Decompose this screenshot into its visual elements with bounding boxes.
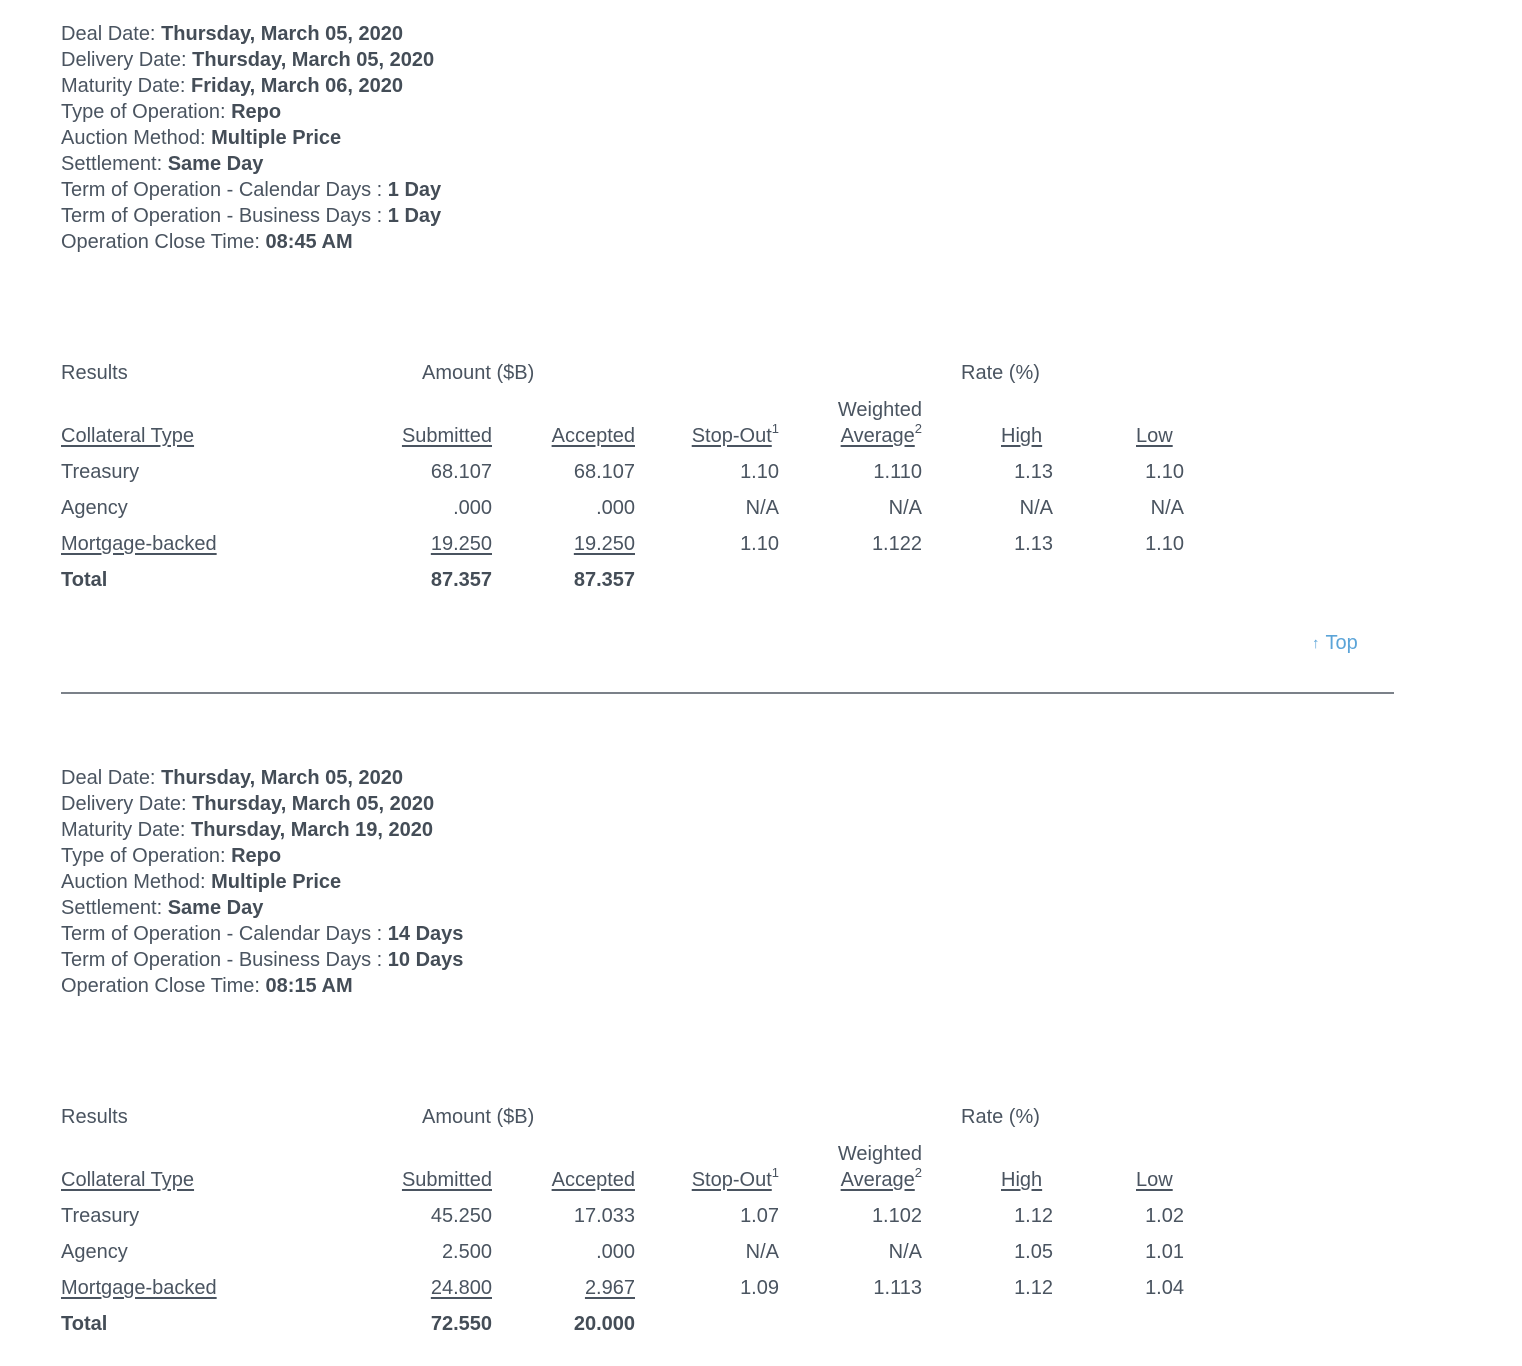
row-treasury-type: Treasury [61, 461, 140, 483]
collateral-type-link[interactable]: Collateral Type [61, 1169, 195, 1191]
detail-maturity-date: Maturity Date: Thursday, March 19, 2020 [61, 819, 434, 841]
row-treasury-weighted: 1.110 [873, 461, 922, 483]
row-treasury-high: 1.13 [1014, 461, 1053, 483]
row-treasury-type: Treasury [61, 1205, 140, 1227]
row-mortgage-accepted-link[interactable]: 2.967 [584, 1277, 635, 1299]
row-agency-submitted: 2.500 [441, 1241, 492, 1263]
submitted-header-link[interactable]: Submitted [401, 1169, 492, 1191]
rate-header: Rate (%) [961, 362, 1040, 384]
row-mortgage-low: 1.10 [1145, 533, 1184, 555]
results-title: Results [61, 362, 128, 384]
detail-term-business-days: Term of Operation - Business Days : 1 Day [61, 205, 442, 227]
row-agency-accepted: .000 [596, 1241, 635, 1263]
footnote-1-marker: 1 [771, 421, 779, 436]
detail-auction-method: Auction Method: Multiple Price [61, 871, 342, 893]
collateral-type-link[interactable]: Collateral Type [61, 425, 195, 447]
weighted-header-top: Weighted [837, 399, 922, 421]
footnote-2-marker: 2 [914, 1165, 922, 1180]
detail-close-time: Operation Close Time: 08:15 AM [61, 975, 353, 997]
row-agency-stopout: N/A [745, 497, 779, 519]
detail-operation-type: Type of Operation: Repo [61, 845, 282, 867]
row-mortgage-submitted-link[interactable]: 19.250 [430, 533, 492, 555]
back-to-top-link[interactable] [1312, 632, 1358, 655]
row-mortgage-stopout: 1.10 [740, 533, 779, 555]
rate-header: Rate (%) [961, 1106, 1040, 1128]
high-header-link[interactable]: High [1001, 425, 1043, 447]
row-treasury-stopout: 1.10 [740, 461, 779, 483]
row-mortgage-type-link[interactable]: Mortgage-backed [61, 1277, 217, 1299]
row-agency-submitted: .000 [453, 497, 492, 519]
weighted-average-header-link[interactable]: Average [840, 425, 915, 447]
operation-1-results [0, 361, 1522, 601]
row-agency-type: Agency [61, 497, 128, 519]
arrow-up-icon: ↑ [1312, 635, 1320, 652]
row-mortgage-accepted-link[interactable]: 19.250 [573, 533, 635, 555]
accepted-header-link[interactable]: Accepted [551, 1169, 635, 1191]
weighted-header-top: Weighted [837, 1143, 922, 1165]
row-mortgage-low: 1.04 [1145, 1277, 1184, 1299]
low-header-link[interactable]: Low [1136, 425, 1173, 447]
row-agency-high: 1.05 [1014, 1241, 1053, 1263]
row-treasury-submitted: 45.250 [430, 1205, 492, 1227]
footnote-2-marker: 2 [914, 421, 922, 436]
operation-2-results [0, 1105, 1522, 1345]
row-mortgage-high: 1.12 [1014, 1277, 1053, 1299]
row-treasury-high: 1.12 [1014, 1205, 1053, 1227]
detail-delivery-date: Delivery Date: Thursday, March 05, 2020 [61, 49, 435, 71]
submitted-header-link[interactable]: Submitted [401, 425, 492, 447]
stopout-header-link[interactable]: Stop-Out [691, 1169, 772, 1191]
row-agency-low: 1.01 [1145, 1241, 1184, 1263]
total-label: Total [61, 569, 108, 591]
row-mortgage-weighted: 1.122 [871, 533, 922, 555]
row-agency-weighted: N/A [888, 1241, 922, 1263]
stopout-header [691, 421, 779, 450]
row-mortgage-submitted-link[interactable]: 24.800 [430, 1277, 492, 1299]
detail-maturity-date: Maturity Date: Friday, March 06, 2020 [61, 75, 404, 97]
accepted-header-link[interactable]: Accepted [551, 425, 635, 447]
row-agency-accepted: .000 [596, 497, 635, 519]
detail-term-business-days: Term of Operation - Business Days : 10 Days [61, 949, 464, 971]
detail-settlement: Settlement: Same Day [61, 153, 264, 175]
operation-1-details [61, 21, 441, 255]
detail-operation-type: Type of Operation: Repo [61, 101, 282, 123]
row-mortgage-type-link[interactable]: Mortgage-backed [61, 533, 217, 555]
high-header-link[interactable]: High [1001, 1169, 1043, 1191]
row-agency-high: N/A [1019, 497, 1053, 519]
row-mortgage-stopout: 1.09 [740, 1277, 779, 1299]
stopout-header [691, 1165, 779, 1194]
row-treasury-low: 1.10 [1145, 461, 1184, 483]
amount-header: Amount ($B) [422, 1106, 535, 1128]
operation-2-details [61, 765, 463, 999]
weighted-average-header-link[interactable]: Average [840, 1169, 915, 1191]
total-submitted: 72.550 [430, 1313, 492, 1335]
results-title: Results [61, 1106, 128, 1128]
row-agency-weighted: N/A [888, 497, 922, 519]
row-treasury-low: 1.02 [1145, 1205, 1184, 1227]
total-accepted: 87.357 [573, 569, 635, 591]
amount-header: Amount ($B) [422, 362, 535, 384]
detail-auction-method: Auction Method: Multiple Price [61, 127, 342, 149]
detail-deal-date: Deal Date: Thursday, March 05, 2020 [61, 767, 404, 789]
section-divider [61, 692, 1394, 694]
footnote-1-marker: 1 [771, 1165, 779, 1180]
row-treasury-accepted: 68.107 [573, 461, 635, 483]
row-treasury-accepted: 17.033 [573, 1205, 635, 1227]
detail-close-time: Operation Close Time: 08:45 AM [61, 231, 353, 253]
low-header-link[interactable]: Low [1136, 1169, 1173, 1191]
total-accepted: 20.000 [573, 1313, 635, 1335]
stopout-header-link[interactable]: Stop-Out [691, 425, 772, 447]
row-agency-type: Agency [61, 1241, 128, 1263]
row-agency-low: N/A [1150, 497, 1184, 519]
detail-term-calendar-days: Term of Operation - Calendar Days : 1 Day [61, 179, 442, 201]
top-link-label: Top [1325, 632, 1358, 654]
row-treasury-submitted: 68.107 [430, 461, 492, 483]
detail-term-calendar-days: Term of Operation - Calendar Days : 14 Days [61, 923, 464, 945]
weighted-average-header [840, 1165, 922, 1194]
total-submitted: 87.357 [430, 569, 492, 591]
row-agency-stopout: N/A [745, 1241, 779, 1263]
row-treasury-weighted: 1.102 [871, 1205, 922, 1227]
detail-delivery-date: Delivery Date: Thursday, March 05, 2020 [61, 793, 435, 815]
detail-settlement: Settlement: Same Day [61, 897, 264, 919]
row-mortgage-weighted: 1.113 [873, 1277, 922, 1299]
detail-deal-date: Deal Date: Thursday, March 05, 2020 [61, 23, 404, 45]
row-treasury-stopout: 1.07 [740, 1205, 779, 1227]
total-label: Total [61, 1313, 108, 1335]
row-mortgage-high: 1.13 [1014, 533, 1053, 555]
weighted-average-header [840, 421, 922, 450]
